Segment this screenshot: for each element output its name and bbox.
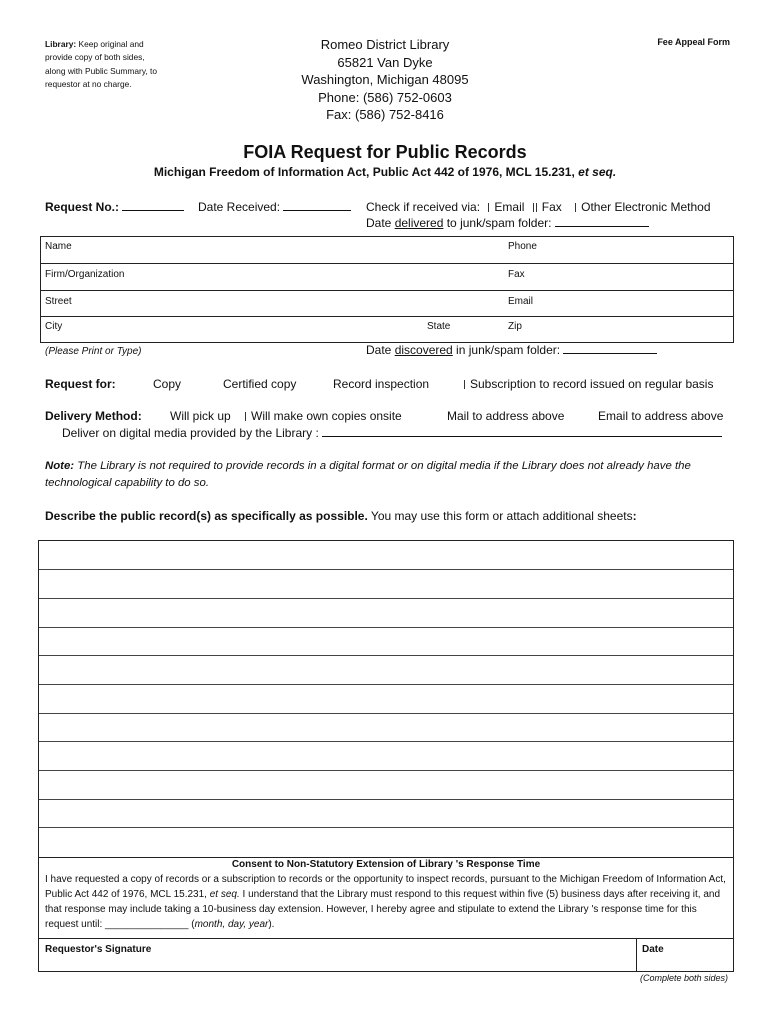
date-discovered: [366, 343, 657, 357]
date-delivered-pre: Date: [366, 216, 395, 230]
zip-label: Zip: [508, 321, 522, 332]
consent-text-1: I have requested a copy of records or a subscription to records or the opportunity to inspect records, pursuant to the Michigan Freedom of Information Act, Public Act 442 of 1976, MCL 15.231,: [45, 874, 726, 900]
describe-text: You may use this form or attach additional sheets: [367, 509, 633, 523]
signature-row: [38, 938, 734, 972]
library-street: 65821 Van Dyke: [337, 54, 433, 70]
delivery-copies-option: Will make own copies onsite: [251, 409, 402, 423]
page-subtitle: [0, 165, 770, 179]
state-label: State: [427, 321, 451, 332]
date-received-field[interactable]: [283, 200, 351, 211]
note: [45, 458, 735, 491]
library-city: Washington, Michigan 48095: [301, 72, 469, 88]
date-received-label: Date Received:: [198, 200, 281, 214]
library-address: [280, 36, 490, 124]
fax-label: Fax: [508, 269, 525, 280]
street-label: Street: [45, 296, 72, 307]
firm-label: Firm/Organization: [45, 269, 125, 280]
other-checkbox[interactable]: [575, 203, 576, 212]
library-note-text: Keep original and provide copy of both sides, along with Public Summary, to requestor at no charge.: [45, 39, 158, 89]
complete-both-sides-note: (Complete both sides): [639, 973, 728, 983]
library-name: Romeo District Library: [320, 37, 450, 52]
consent-box: [38, 856, 734, 939]
subscription-checkbox[interactable]: [464, 380, 465, 389]
consent-date-blank[interactable]: _______________: [105, 919, 189, 930]
request-no-field[interactable]: [122, 200, 184, 211]
contact-info-box: [40, 236, 734, 343]
request-copy-option[interactable]: Copy: [153, 377, 182, 391]
fax-checkbox[interactable]: [536, 203, 537, 212]
consent-text-3-italic: month, day, year: [194, 919, 269, 930]
email-option: Email: [494, 200, 525, 214]
date-delivered-field[interactable]: [555, 216, 649, 227]
delivery-digital: [62, 426, 722, 440]
consent-et-seq: et seq.: [209, 889, 240, 900]
page-title: FOIA Request for Public Records: [243, 142, 527, 162]
copies-checkbox[interactable]: [245, 412, 246, 421]
delivery-digital-label: Deliver on digital media provided by the Library :: [62, 426, 319, 440]
delivery-digital-field[interactable]: [322, 426, 722, 437]
request-inspection-option[interactable]: Record inspection: [333, 377, 430, 391]
fax-checkbox-a[interactable]: [533, 203, 534, 212]
consent-text-2: I understand that the Library must respond to this request within five (5) business days after receiving it, and that response may include taking a 10-business day extension. However, I hereby agree and stipulate to extend the Library 's response time for this request until:: [45, 889, 721, 930]
other-option: Other Electronic Method: [581, 200, 711, 214]
describe-bold: Describe the public record(s) as specifically as possible.: [45, 509, 368, 523]
describe-instructions: [45, 509, 637, 523]
signature-label: Requestor's Signature: [45, 944, 152, 955]
library-phone: Phone: (586) 752-0603: [318, 89, 452, 105]
check-received-label: Check if received via:: [366, 200, 481, 214]
consent-title: Consent to Non-Statutory Extension of Library 's Response Time: [231, 859, 541, 870]
please-print-note: (Please Print or Type): [45, 346, 142, 357]
subtitle-et-seq: et seq.: [578, 165, 617, 179]
city-label: City: [45, 321, 63, 332]
delivery-copies: [245, 409, 402, 423]
date-discovered-underlined: discovered: [394, 343, 453, 357]
description-lines[interactable]: [38, 540, 734, 858]
subtitle-main: Michigan Freedom of Information Act, Public Act 442 of 1976, MCL 15.231,: [153, 165, 579, 179]
request-no-label: Request No.:: [45, 200, 120, 214]
date-delivered-underlined: delivered: [394, 216, 444, 230]
note-label: Note:: [45, 460, 75, 472]
delivery-method-label: Delivery Method:: [45, 409, 142, 423]
library-fax: Fax: (586) 752-8416: [326, 107, 444, 123]
date-label: Date: [642, 944, 664, 955]
date-discovered-field[interactable]: [563, 343, 657, 354]
date-received: [198, 200, 351, 214]
delivery-mail-option[interactable]: Mail to address above: [447, 409, 565, 423]
consent-body: [39, 872, 733, 932]
date-delivered: [366, 216, 649, 230]
library-note: [45, 38, 163, 91]
date-discovered-pre: Date: [366, 343, 395, 357]
request-certified-option[interactable]: Certified copy: [223, 377, 297, 391]
email-label: Email: [508, 296, 534, 307]
note-text: The Library is not required to provide records in a digital format or on digital media if the Library does not already have the technological capability to do so.: [45, 460, 691, 489]
request-number: [45, 200, 184, 214]
date-discovered-post: in junk/spam folder:: [452, 343, 561, 357]
fax-option: Fax: [541, 200, 562, 214]
delivery-email-option[interactable]: Email to address above: [598, 409, 724, 423]
delivery-pickup-option[interactable]: Will pick up: [170, 409, 231, 423]
consent-text-3-close: ).: [268, 919, 275, 930]
email-checkbox[interactable]: [488, 203, 489, 212]
request-subscription: [464, 377, 713, 391]
library-note-label: Library:: [45, 39, 77, 49]
date-delivered-post: to junk/spam folder:: [443, 216, 552, 230]
request-subscription-option: Subscription to record issued on regular basis: [470, 377, 714, 391]
phone-label: Phone: [508, 241, 537, 252]
consent-text-3-open: (: [188, 919, 195, 930]
describe-colon: :: [632, 509, 637, 523]
name-label: Name: [45, 241, 72, 252]
fee-appeal-form-label: Fee Appeal Form: [657, 37, 730, 47]
request-for-label: Request for:: [45, 377, 116, 391]
check-received-via: [366, 200, 711, 214]
